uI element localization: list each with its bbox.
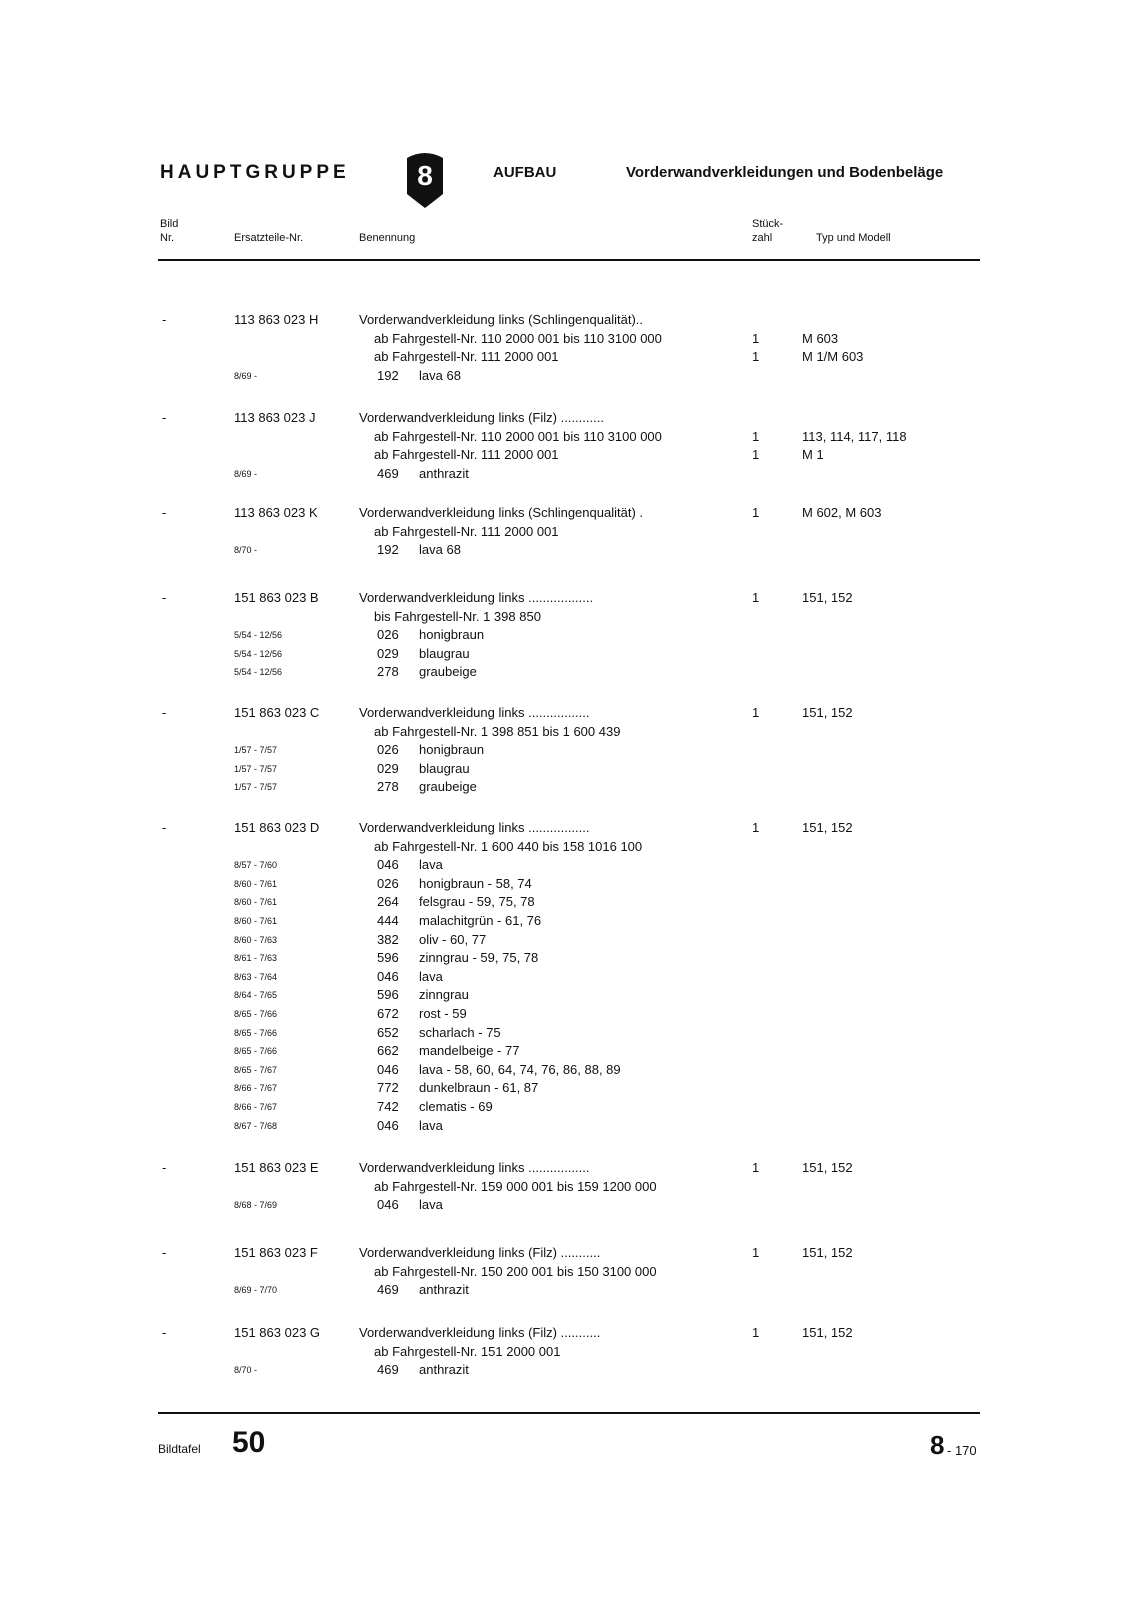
part-line xyxy=(0,1099,1136,1118)
bild-nr: - xyxy=(162,1245,167,1260)
color-code: 264 xyxy=(377,894,399,910)
part-line xyxy=(0,590,1136,609)
part-line xyxy=(0,1197,1136,1216)
color-name: mandelbeige - 77 xyxy=(419,1043,520,1059)
part-description: Vorderwandverkleidung links (Filz) ........... xyxy=(359,1245,601,1260)
color-name: blaugrau xyxy=(419,645,470,661)
color-name: graubeige xyxy=(419,664,477,680)
color-code: 742 xyxy=(377,1099,399,1114)
color-code: 596 xyxy=(377,987,399,1003)
color-code: 469 xyxy=(377,465,399,481)
production-date: 5/54 - 12/56 xyxy=(234,648,283,659)
part-line xyxy=(0,466,1136,485)
production-date: 8/60 - 7/61 xyxy=(234,878,278,889)
col-bild: Bild xyxy=(160,218,179,230)
part-line xyxy=(0,1080,1136,1099)
part-line xyxy=(0,524,1136,543)
quantity: 1 xyxy=(752,1325,760,1340)
color-code: 278 xyxy=(377,664,399,680)
production-date: 5/54 - 12/56 xyxy=(234,630,283,641)
color-name: lava xyxy=(419,1197,443,1213)
part-number: 113 863 023 K xyxy=(234,505,318,520)
color-name: oliv - 60, 77 xyxy=(419,931,487,947)
part-line xyxy=(0,987,1136,1006)
chassis-range: ab Fahrgestell-Nr. 110 2000 001 bis 110 3100 000 xyxy=(374,428,662,444)
bild-nr: - xyxy=(162,705,167,720)
part-line xyxy=(0,429,1136,448)
hauptgruppe-label: HAUPTGRUPPE xyxy=(160,162,350,183)
color-name: anthrazit xyxy=(419,1282,469,1298)
color-code: 469 xyxy=(377,1282,399,1298)
color-code: 192 xyxy=(377,367,399,383)
part-number: 151 863 023 F xyxy=(234,1245,318,1260)
model: 151, 152 xyxy=(802,590,853,605)
part-description: Vorderwandverkleidung links ................. xyxy=(359,705,590,720)
chassis-range: ab Fahrgestell-Nr. 150 200 001 bis 150 3100 000 xyxy=(374,1263,657,1279)
chassis-range: ab Fahrgestell-Nr. 1 600 440 bis 158 1016 100 xyxy=(374,838,643,854)
col-qty-2: zahl xyxy=(752,232,773,244)
model: M 1 xyxy=(802,447,824,463)
chassis-range: ab Fahrgestell-Nr. 151 2000 001 xyxy=(374,1343,561,1359)
part-line xyxy=(0,1043,1136,1062)
color-name: honigbraun xyxy=(419,627,485,643)
part-number: 151 863 023 C xyxy=(234,705,320,720)
quantity: 1 xyxy=(752,349,760,365)
part-line xyxy=(0,705,1136,724)
part-line xyxy=(0,505,1136,524)
part-line xyxy=(0,932,1136,951)
part-description: Vorderwandverkleidung links (Filz) ............ xyxy=(359,410,604,425)
page-number-sub: - 170 xyxy=(947,1443,977,1458)
color-code: 046 xyxy=(377,857,399,873)
part-line xyxy=(0,724,1136,743)
part-number: 151 863 023 B xyxy=(234,590,319,605)
quantity: 1 xyxy=(752,428,760,444)
part-line xyxy=(0,1118,1136,1137)
quantity: 1 xyxy=(752,705,760,720)
color-name: lava xyxy=(419,1117,443,1133)
production-date: 8/60 - 7/61 xyxy=(234,897,278,908)
color-code: 046 xyxy=(377,1061,399,1077)
part-description: Vorderwandverkleidung links (Filz) ........... xyxy=(359,1325,601,1340)
color-name: lava xyxy=(419,857,443,873)
model: 151, 152 xyxy=(802,820,853,835)
production-date: 8/60 - 7/61 xyxy=(234,916,278,926)
bild-nr: - xyxy=(162,312,167,327)
color-code: 026 xyxy=(377,875,399,891)
color-name: lava 68 xyxy=(419,367,461,383)
bildtafel-label: Bildtafel xyxy=(158,1442,201,1456)
quantity: 1 xyxy=(752,820,760,835)
bild-nr: - xyxy=(162,820,167,835)
production-date: 8/69 - xyxy=(234,370,258,381)
part-line xyxy=(0,820,1136,839)
section-title: AUFBAU xyxy=(493,164,557,181)
color-code: 192 xyxy=(377,542,399,558)
color-code: 029 xyxy=(377,645,399,661)
quantity: 1 xyxy=(752,505,760,520)
part-number: 113 863 023 H xyxy=(234,312,319,327)
bild-nr: - xyxy=(162,1160,167,1175)
color-name: zinngrau - 59, 75, 78 xyxy=(419,950,539,966)
model: M 1/M 603 xyxy=(802,349,864,365)
color-name: dunkelbraun - 61, 87 xyxy=(419,1080,539,1096)
part-line xyxy=(0,742,1136,761)
production-date: 8/57 - 7/60 xyxy=(234,860,278,871)
part-line xyxy=(0,410,1136,429)
color-code: 026 xyxy=(377,742,399,758)
part-line xyxy=(0,1344,1136,1363)
col-nr: Nr. xyxy=(160,232,175,244)
chassis-range: bis Fahrgestell-Nr. 1 398 850 xyxy=(374,608,541,624)
part-number: 151 863 023 E xyxy=(234,1160,319,1175)
group-number: 8 xyxy=(417,160,433,191)
production-date: 1/57 - 7/57 xyxy=(234,763,278,774)
production-date: 5/54 - 12/56 xyxy=(234,667,283,678)
page-header xyxy=(0,152,1136,212)
color-code: 772 xyxy=(377,1080,399,1096)
part-line xyxy=(0,839,1136,858)
part-line xyxy=(0,761,1136,780)
production-date: 1/57 - 7/57 xyxy=(234,745,278,756)
part-description: Vorderwandverkleidung links (Schlingenqualität) . xyxy=(359,505,643,520)
bildtafel-number: 50 xyxy=(232,1426,266,1459)
part-line xyxy=(0,1160,1136,1179)
color-name: rost - 59 xyxy=(419,1006,467,1021)
part-line xyxy=(0,779,1136,798)
part-description: Vorderwandverkleidung links ................. xyxy=(359,1160,590,1175)
part-number: 113 863 023 J xyxy=(234,410,316,425)
production-date: 8/68 - 7/69 xyxy=(234,1200,278,1211)
color-name: lava 68 xyxy=(419,542,461,558)
part-line xyxy=(0,664,1136,683)
production-date: 8/65 - 7/67 xyxy=(234,1064,278,1075)
color-name: honigbraun - 58, 74 xyxy=(419,875,532,891)
part-line xyxy=(0,913,1136,932)
part-line xyxy=(0,368,1136,387)
model: 151, 152 xyxy=(802,1160,853,1175)
part-line xyxy=(0,969,1136,988)
color-name: zinngrau xyxy=(419,987,469,1003)
part-line xyxy=(0,447,1136,466)
quantity: 1 xyxy=(752,1160,760,1175)
part-line xyxy=(0,349,1136,368)
production-date: 8/61 - 7/63 xyxy=(234,953,278,964)
chassis-range: ab Fahrgestell-Nr. 111 2000 001 xyxy=(374,447,559,463)
part-line xyxy=(0,331,1136,350)
quantity: 1 xyxy=(752,590,760,605)
part-line xyxy=(0,1264,1136,1283)
bild-nr: - xyxy=(162,410,167,425)
part-description: Vorderwandverkleidung links (Schlingenqualität).. xyxy=(359,312,643,327)
part-line xyxy=(0,1362,1136,1381)
part-line xyxy=(0,1325,1136,1344)
bild-nr: - xyxy=(162,505,167,520)
footer-divider xyxy=(158,1412,980,1414)
color-code: 029 xyxy=(377,760,399,776)
part-line xyxy=(0,542,1136,561)
page-number-main: 8 xyxy=(930,1430,945,1460)
color-code: 469 xyxy=(377,1362,399,1378)
part-line xyxy=(0,1245,1136,1264)
production-date: 8/67 - 7/68 xyxy=(234,1120,278,1131)
part-line xyxy=(0,312,1136,331)
chassis-range: ab Fahrgestell-Nr. 1 398 851 bis 1 600 439 xyxy=(374,723,621,739)
color-code: 046 xyxy=(377,1117,399,1133)
col-part: Ersatzteile-Nr. xyxy=(234,232,304,244)
part-line xyxy=(0,857,1136,876)
model: M 603 xyxy=(802,330,839,346)
color-code: 444 xyxy=(377,913,399,928)
color-code: 046 xyxy=(377,968,399,984)
color-name: honigbraun xyxy=(419,742,485,758)
production-date: 8/66 - 7/67 xyxy=(234,1102,278,1112)
part-line xyxy=(0,1062,1136,1081)
model: 151, 152 xyxy=(802,1245,853,1260)
model: 151, 152 xyxy=(802,705,853,720)
column-headers xyxy=(0,218,1136,258)
production-date: 1/57 - 7/57 xyxy=(234,782,278,793)
production-date: 8/60 - 7/63 xyxy=(234,934,278,945)
part-line xyxy=(0,609,1136,628)
model: 151, 152 xyxy=(802,1325,853,1340)
color-name: anthrazit xyxy=(419,465,469,481)
model: 113, 114, 117, 118 xyxy=(802,428,907,444)
part-number: 151 863 023 D xyxy=(234,820,320,835)
chassis-range: ab Fahrgestell-Nr. 111 2000 001 xyxy=(374,523,559,539)
color-code: 596 xyxy=(377,950,399,966)
part-line xyxy=(0,627,1136,646)
col-model: Typ und Modell xyxy=(816,232,891,244)
page-subtitle: Vorderwandverkleidungen und Bodenbeläge xyxy=(626,164,944,181)
bild-nr: - xyxy=(162,590,167,605)
col-qty-1: Stück- xyxy=(752,218,784,230)
part-line xyxy=(0,1006,1136,1025)
production-date: 8/63 - 7/64 xyxy=(234,971,278,982)
quantity: 1 xyxy=(752,330,760,346)
part-description: Vorderwandverkleidung links ................. xyxy=(359,820,590,835)
production-date: 8/65 - 7/66 xyxy=(234,1027,278,1038)
production-date: 8/70 - xyxy=(234,545,258,556)
group-badge xyxy=(403,152,447,208)
chassis-range: ab Fahrgestell-Nr. 111 2000 001 xyxy=(374,349,559,365)
color-name: felsgrau - 59, 75, 78 xyxy=(419,894,535,910)
color-code: 026 xyxy=(377,627,399,643)
part-line xyxy=(0,876,1136,895)
part-line xyxy=(0,1025,1136,1044)
production-date: 8/66 - 7/67 xyxy=(234,1083,278,1094)
part-description: Vorderwandverkleidung links .................. xyxy=(359,590,594,605)
part-line xyxy=(0,1179,1136,1198)
production-date: 8/65 - 7/66 xyxy=(234,1009,278,1019)
color-code: 662 xyxy=(377,1043,399,1059)
color-code: 672 xyxy=(377,1006,399,1021)
production-date: 8/69 - 7/70 xyxy=(234,1285,278,1296)
production-date: 8/64 - 7/65 xyxy=(234,990,278,1001)
part-line xyxy=(0,894,1136,913)
production-date: 8/70 - xyxy=(234,1365,258,1376)
quantity: 1 xyxy=(752,447,760,463)
chassis-range: ab Fahrgestell-Nr. 110 2000 001 bis 110 3100 000 xyxy=(374,330,662,346)
bild-nr: - xyxy=(162,1325,167,1340)
chassis-range: ab Fahrgestell-Nr. 159 000 001 bis 159 1200 000 xyxy=(374,1178,657,1194)
color-name: blaugrau xyxy=(419,760,470,776)
production-date: 8/65 - 7/66 xyxy=(234,1046,278,1057)
col-name: Benennung xyxy=(359,232,416,244)
color-name: lava xyxy=(419,968,443,984)
color-code: 278 xyxy=(377,779,399,795)
color-name: graubeige xyxy=(419,779,477,795)
color-name: lava - 58, 60, 64, 74, 76, 86, 88, 89 xyxy=(419,1061,621,1077)
color-name: scharlach - 75 xyxy=(419,1024,501,1040)
model: M 602, M 603 xyxy=(802,505,882,520)
color-code: 046 xyxy=(377,1197,399,1213)
color-code: 382 xyxy=(377,931,399,947)
part-line xyxy=(0,646,1136,665)
part-line xyxy=(0,950,1136,969)
part-line xyxy=(0,1282,1136,1301)
production-date: 8/69 - xyxy=(234,468,258,479)
color-name: clematis - 69 xyxy=(419,1099,493,1114)
part-number: 151 863 023 G xyxy=(234,1325,321,1340)
quantity: 1 xyxy=(752,1245,760,1260)
color-name: malachitgrün - 61, 76 xyxy=(419,913,542,928)
header-divider xyxy=(158,259,980,261)
color-name: anthrazit xyxy=(419,1362,469,1378)
color-code: 652 xyxy=(377,1024,399,1040)
